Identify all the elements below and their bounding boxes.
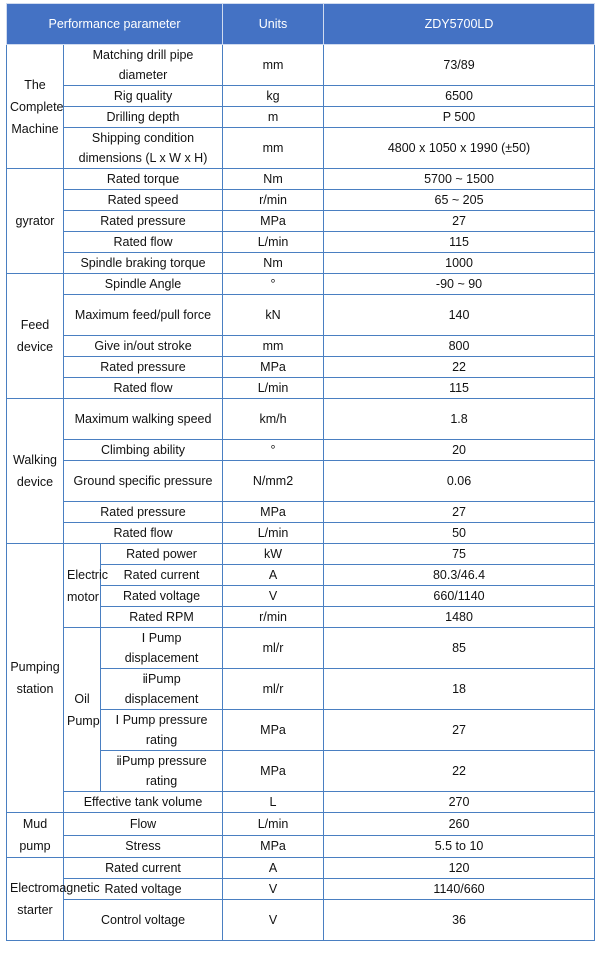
unit-cell: MPa (223, 835, 324, 858)
table-row (7, 274, 595, 295)
unit-cell: V (223, 900, 324, 941)
table-row (7, 523, 595, 544)
param-cell: Rated RPM (101, 607, 223, 628)
value-cell: 1.8 (324, 399, 595, 440)
value-cell: 1000 (324, 253, 595, 274)
param-cell: Rated pressure (64, 211, 223, 232)
unit-cell: km/h (223, 399, 324, 440)
table-row (7, 169, 595, 190)
group-mud-pump: Mud pump (7, 813, 64, 858)
param-cell: Ⅰ Pump pressure rating (101, 710, 223, 751)
value-cell: 22 (324, 357, 595, 378)
param-cell: Rated current (64, 858, 223, 879)
param-cell: Rated flow (64, 232, 223, 253)
unit-cell: r/min (223, 190, 324, 211)
unit-cell: ° (223, 274, 324, 295)
value-cell: 260 (324, 813, 595, 836)
value-cell: 5.5 to 10 (324, 835, 595, 858)
group-electromagnetic-starter: Electromagnetic starter (7, 858, 64, 941)
unit-cell: mm (223, 45, 324, 86)
param-cell: Rated torque (64, 169, 223, 190)
unit-cell: r/min (223, 607, 324, 628)
unit-cell: ml/r (223, 628, 324, 669)
value-cell: 18 (324, 669, 595, 710)
unit-cell: ° (223, 440, 324, 461)
value-cell: 115 (324, 232, 595, 253)
subgroup-electric-motor: Electric motor (64, 544, 101, 628)
unit-cell: N/mm2 (223, 461, 324, 502)
value-cell: 6500 (324, 86, 595, 107)
group-walking-device: Walking device (7, 399, 64, 544)
table-row (7, 461, 595, 502)
unit-cell: MPa (223, 751, 324, 792)
table-row (7, 399, 595, 440)
table-row (7, 128, 595, 169)
value-cell: 4800 x 1050 x 1990 (±50) (324, 128, 595, 169)
param-cell: Rated voltage (64, 879, 223, 900)
unit-cell: MPa (223, 357, 324, 378)
param-cell: Drilling depth (64, 107, 223, 128)
value-cell: 80.3/46.4 (324, 565, 595, 586)
param-cell: Climbing ability (64, 440, 223, 461)
unit-cell: V (223, 586, 324, 607)
param-cell: Stress (64, 835, 223, 858)
param-cell: Rated voltage (101, 586, 223, 607)
param-cell: Rated flow (64, 523, 223, 544)
header-performance-parameter: Performance parameter (7, 4, 223, 45)
table-row (7, 502, 595, 523)
value-cell: 73/89 (324, 45, 595, 86)
param-cell: Give in/out stroke (64, 336, 223, 357)
unit-cell: L (223, 792, 324, 813)
param-cell: Maximum feed/pull force (64, 295, 223, 336)
table-row (7, 295, 595, 336)
table-header-row (7, 4, 595, 45)
unit-cell: m (223, 107, 324, 128)
unit-cell: A (223, 858, 324, 879)
param-cell: Control voltage (64, 900, 223, 941)
unit-cell: L/min (223, 813, 324, 836)
value-cell: 85 (324, 628, 595, 669)
param-cell: Spindle braking torque (64, 253, 223, 274)
unit-cell: mm (223, 128, 324, 169)
param-cell: Maximum walking speed (64, 399, 223, 440)
value-cell: 75 (324, 544, 595, 565)
param-cell: Rated current (101, 565, 223, 586)
table-row (7, 628, 595, 669)
unit-cell: kg (223, 86, 324, 107)
unit-cell: mm (223, 336, 324, 357)
header-model: ZDY5700LD (324, 4, 595, 45)
value-cell: P 500 (324, 107, 595, 128)
value-cell: 50 (324, 523, 595, 544)
param-cell: ⅱPump pressure rating (101, 751, 223, 792)
unit-cell: kN (223, 295, 324, 336)
value-cell: -90 ~ 90 (324, 274, 595, 295)
unit-cell: ml/r (223, 669, 324, 710)
unit-cell: Nm (223, 169, 324, 190)
unit-cell: MPa (223, 710, 324, 751)
param-cell: Rig quality (64, 86, 223, 107)
value-cell: 270 (324, 792, 595, 813)
table-row (7, 107, 595, 128)
table-row (7, 792, 595, 813)
table-row (7, 835, 595, 858)
subgroup-oil-pump: Oil Pump (64, 628, 101, 792)
value-cell: 0.06 (324, 461, 595, 502)
table-row (7, 900, 595, 941)
group-complete-machine: The Complete Machine (7, 45, 64, 169)
table-row (7, 357, 595, 378)
param-cell: Shipping condition dimensions (L x W x H) (64, 128, 223, 169)
value-cell: 22 (324, 751, 595, 792)
param-cell: Ⅰ Pump displacement (101, 628, 223, 669)
unit-cell: L/min (223, 378, 324, 399)
value-cell: 20 (324, 440, 595, 461)
value-cell: 1480 (324, 607, 595, 628)
param-cell: Ground specific pressure (64, 461, 223, 502)
value-cell: 660/1140 (324, 586, 595, 607)
table-row (7, 45, 595, 86)
value-cell: 27 (324, 502, 595, 523)
param-cell: ⅱPump displacement (101, 669, 223, 710)
table-row (7, 858, 595, 879)
param-cell: Rated speed (64, 190, 223, 211)
table-row (7, 440, 595, 461)
value-cell: 5700 ~ 1500 (324, 169, 595, 190)
unit-cell: A (223, 565, 324, 586)
unit-cell: V (223, 879, 324, 900)
value-cell: 27 (324, 211, 595, 232)
value-cell: 27 (324, 710, 595, 751)
param-cell: Rated pressure (64, 357, 223, 378)
value-cell: 36 (324, 900, 595, 941)
table-row (7, 813, 595, 836)
unit-cell: kW (223, 544, 324, 565)
table-row (7, 253, 595, 274)
unit-cell: MPa (223, 211, 324, 232)
unit-cell: L/min (223, 232, 324, 253)
table-row (7, 232, 595, 253)
param-cell: Spindle Angle (64, 274, 223, 295)
table-row (7, 336, 595, 357)
value-cell: 1140/660 (324, 879, 595, 900)
param-cell: Rated power (101, 544, 223, 565)
table-row (7, 86, 595, 107)
table-row (7, 378, 595, 399)
param-cell: Flow (64, 813, 223, 836)
value-cell: 800 (324, 336, 595, 357)
group-feed-device: Feed device (7, 274, 64, 399)
group-pumping-station: Pumping station (7, 544, 64, 813)
param-cell: Matching drill pipe diameter (64, 45, 223, 86)
unit-cell: MPa (223, 502, 324, 523)
unit-cell: L/min (223, 523, 324, 544)
header-units: Units (223, 4, 324, 45)
unit-cell: Nm (223, 253, 324, 274)
specification-table (6, 3, 595, 941)
value-cell: 140 (324, 295, 595, 336)
table-row (7, 544, 595, 565)
group-gyrator: gyrator (7, 169, 64, 274)
param-cell: Effective tank volume (64, 792, 223, 813)
param-cell: Rated pressure (64, 502, 223, 523)
value-cell: 65 ~ 205 (324, 190, 595, 211)
value-cell: 120 (324, 858, 595, 879)
param-cell: Rated flow (64, 378, 223, 399)
table-row (7, 190, 595, 211)
table-row (7, 211, 595, 232)
value-cell: 115 (324, 378, 595, 399)
